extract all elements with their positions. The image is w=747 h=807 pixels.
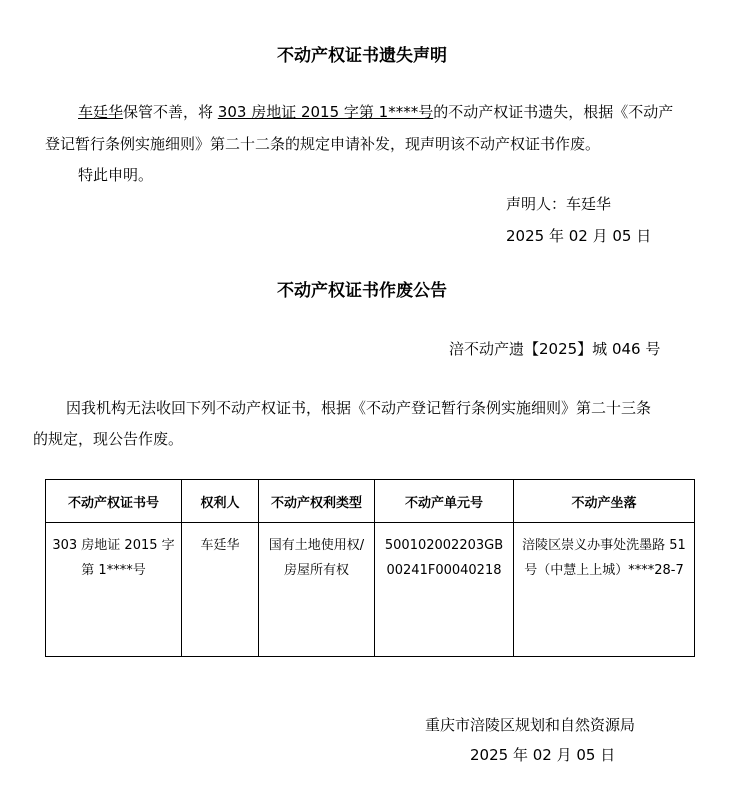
void-notice-title: 不动产权证书作废公告 [277, 281, 447, 301]
loss-statement-line-2: 登记暂行条例实施细则》第二十二条的规定申请补发，现声明该不动产权证书作废。 [45, 135, 601, 153]
statement-text-1: 保管不善，将 [123, 103, 218, 121]
declarant: 声明人：车廷华 [506, 195, 612, 213]
notice-paragraph-line-2: 的规定，现公告作废。 [33, 430, 184, 448]
statement-text-2: 的不动产权证书遗失，根据《不动产 [433, 103, 674, 121]
cell-owner: 车廷华 [182, 523, 259, 657]
header-owner: 权利人 [182, 480, 259, 523]
void-certificate-table [45, 479, 695, 657]
document-number: 涪不动产遗【2025】城 046 号 [449, 340, 661, 358]
owner-name: 车廷华 [78, 103, 124, 121]
table-header-row [46, 480, 695, 523]
table-row [46, 523, 695, 657]
cell-unit-no: 500102002203GB00241F00040218 [375, 523, 514, 657]
loss-statement-line-1 [78, 101, 673, 122]
certificate-number: 303 房地证 2015 字第 1****号 [217, 103, 434, 121]
header-unit-no: 不动产单元号 [375, 480, 514, 523]
special-declaration: 特此申明。 [78, 166, 154, 184]
cell-cert-no: 303 房地证 2015 字第 1****号 [46, 523, 182, 657]
header-cert-no: 不动产权证书号 [46, 480, 182, 523]
loss-statement-title: 不动产权证书遗失声明 [277, 46, 447, 66]
issuer: 重庆市涪陵区规划和自然资源局 [425, 716, 636, 734]
cell-location: 涪陵区崇义办事处洗墨路 51 号（中慧上上城）****28-7 [514, 523, 695, 657]
footer-date: 2025 年 02 月 05 日 [470, 746, 616, 764]
header-location: 不动产坐落 [514, 480, 695, 523]
statement-date: 2025 年 02 月 05 日 [506, 227, 652, 245]
header-right-type: 不动产权利类型 [259, 480, 375, 523]
notice-paragraph-line-1: 因我机构无法收回下列不动产权证书，根据《不动产登记暂行条例实施细则》第二十三条 [66, 399, 652, 417]
cell-right-type: 国有土地使用权/房屋所有权 [259, 523, 375, 657]
